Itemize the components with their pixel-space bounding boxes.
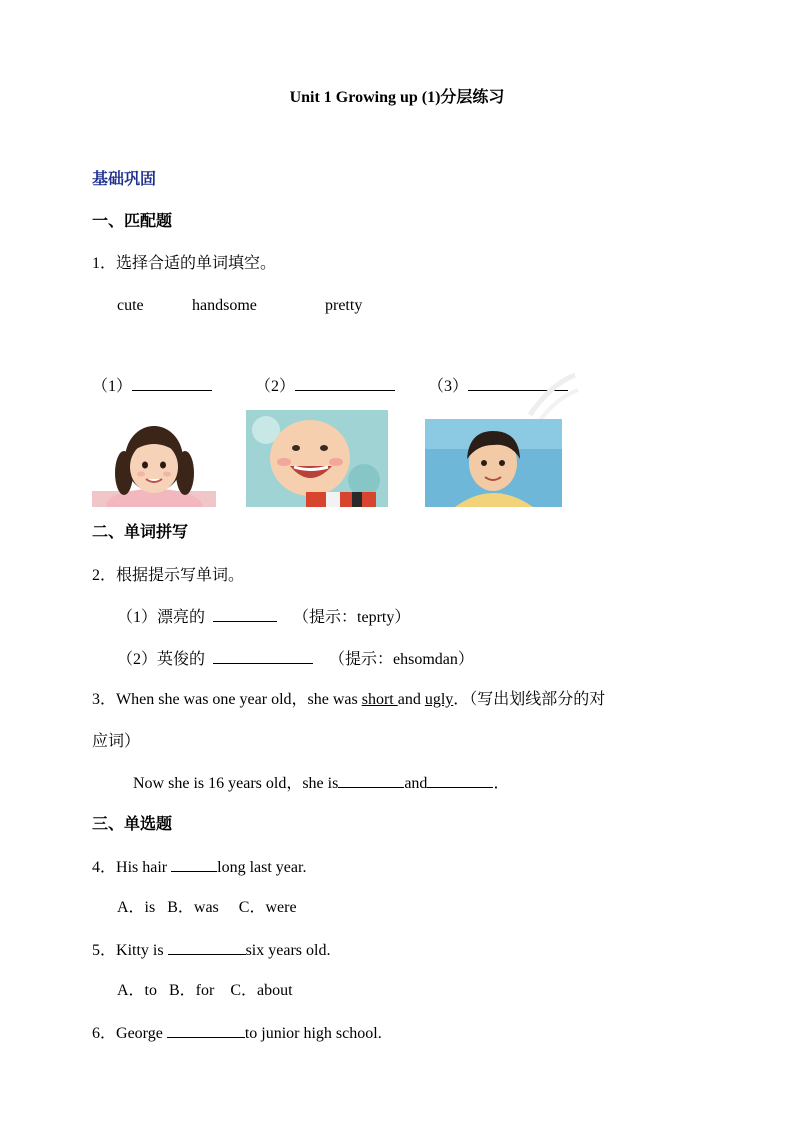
item-hint: （提示：ehsomdan）: [329, 651, 474, 668]
question-text: long last year.: [217, 859, 307, 876]
sentence-text: and: [404, 775, 428, 792]
question-text: 根据提示写单词。: [116, 567, 245, 584]
answer-blank[interactable]: [338, 773, 404, 788]
question-3-answer-line: [133, 773, 509, 794]
question-text: and: [397, 691, 425, 708]
question-text: six years old.: [245, 942, 331, 959]
word-cute: cute: [117, 297, 144, 314]
question-text: His hair: [116, 859, 172, 876]
baby-photo: [246, 410, 388, 507]
question-1: [92, 254, 276, 274]
part2-heading: 二、单词拼写: [92, 524, 189, 541]
question-number: 3．: [92, 691, 117, 708]
question-text: Kitty is: [116, 942, 168, 959]
question-number: 5．: [92, 942, 117, 959]
answer-2: [255, 376, 395, 397]
answer-blank[interactable]: [167, 1023, 245, 1038]
answer-blank[interactable]: [213, 607, 277, 622]
question-text: 选择合适的单词填空。: [116, 255, 277, 272]
question-number: 1．: [92, 255, 117, 272]
question-text: to junior high school.: [244, 1025, 382, 1042]
underlined-word: ugly: [424, 691, 454, 708]
question-3-continued: 应词）: [92, 733, 141, 750]
spelling-item-1: [117, 607, 410, 628]
decorative-arc: [520, 365, 580, 425]
question-4: [92, 857, 306, 878]
boy-photo: [425, 419, 562, 507]
sentence-text: ．: [493, 775, 510, 792]
question-5-options: A．to B．for C．about: [117, 982, 293, 999]
answer-blank[interactable]: [168, 940, 246, 955]
word-handsome: handsome: [192, 297, 257, 314]
section-basic: 基础巩固: [92, 171, 157, 188]
answer-blank[interactable]: [132, 376, 212, 391]
question-3: [92, 690, 605, 710]
underlined-word: short: [361, 691, 398, 708]
answer-label: （2）: [255, 378, 296, 395]
question-text: When she was one year old，she was: [116, 691, 362, 708]
question-5: [92, 940, 330, 961]
question-number: 6．: [92, 1025, 117, 1042]
answer-blank[interactable]: [213, 649, 313, 664]
question-6: [92, 1023, 382, 1044]
word-pretty: pretty: [325, 297, 363, 314]
part1-heading: 一、匹配题: [92, 213, 173, 230]
question-number: 4．: [92, 859, 117, 876]
question-text: George: [116, 1025, 167, 1042]
answer-label: （3）: [428, 378, 469, 395]
part3-heading: 三、单选题: [92, 816, 173, 833]
question-number: 2．: [92, 567, 117, 584]
girl-photo: [92, 417, 216, 507]
question-4-options: A．is B．was C．were: [117, 899, 297, 916]
sentence-text: Now she is 16 years old，she is: [133, 775, 339, 792]
item-label: （2）英俊的: [117, 651, 206, 668]
answer-blank[interactable]: [171, 857, 217, 872]
page-title: Unit 1 Growing up (1)分层练习: [289, 89, 505, 106]
question-2: [92, 566, 244, 586]
answer-blank[interactable]: [295, 376, 395, 391]
item-hint: （提示：teprty）: [293, 609, 411, 626]
answer-blank[interactable]: [427, 773, 493, 788]
answer-1: [92, 376, 212, 397]
item-label: （1）漂亮的: [117, 609, 206, 626]
answer-label: （1）: [92, 378, 133, 395]
spelling-item-2: [117, 649, 474, 670]
question-text: ．（写出划线部分的对: [453, 691, 606, 708]
